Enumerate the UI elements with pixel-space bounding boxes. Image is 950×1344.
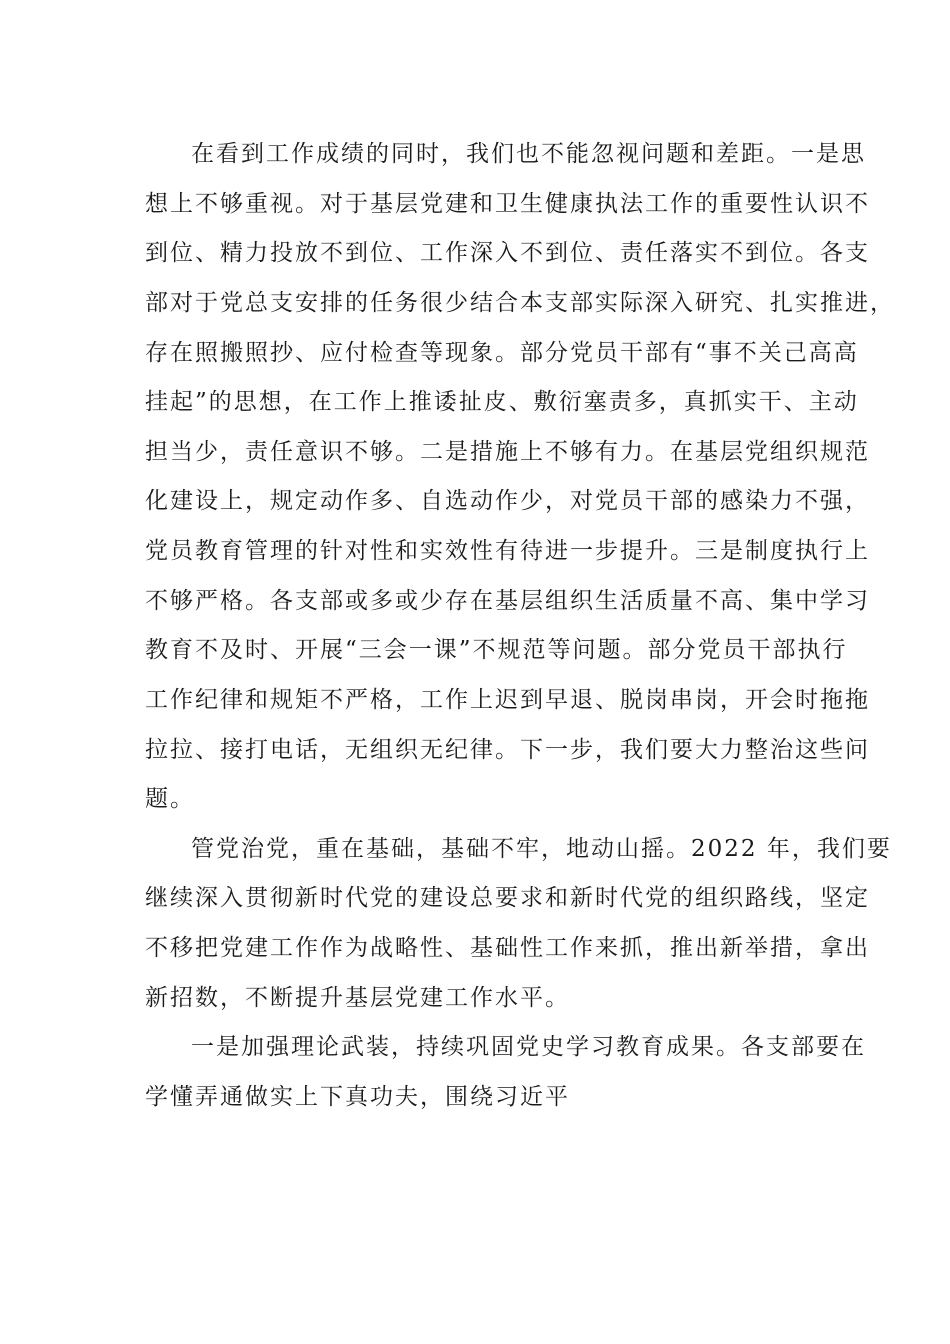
- text-line: 工作纪律和规矩不严格，工作上迟到早退、脱岗串岗，开会时拖拖: [145, 687, 870, 713]
- text-line: 新招数，不断提升基层党建工作水平。: [145, 985, 570, 1011]
- text-line: 学懂弄通做实上下真功夫，围绕习近平: [145, 1084, 570, 1110]
- text-line: 存在照搬照抄、应付检查等现象。部分党员干部有“事不关己高高: [145, 340, 859, 366]
- text-line: 在看到工作成绩的同时，我们也不能忽视问题和差距。一是思: [191, 141, 866, 167]
- text-line: 担当少，责任意识不够。二是措施上不够有力。在基层党组织规范: [145, 439, 870, 465]
- text-line: 题。: [145, 786, 195, 812]
- text-line: 教育不及时、开展“三会一课”不规范等问题。部分党员干部执行: [145, 637, 848, 663]
- text-line: 挂起”的思想，在工作上推诿扯皮、敷衍塞责多，真抓实干、主动: [145, 389, 859, 415]
- text-line: 不移把党建工作作为战略性、基础性工作来抓，推出新举措，拿出: [145, 935, 870, 961]
- text-line: 管党治党，重在基础，基础不牢，地动山摇。2022 年，我们要: [191, 836, 892, 862]
- text-line: 一是加强理论武装，持续巩固党史学习教育成果。各支部要在: [191, 1034, 866, 1060]
- text-line: 不够严格。各支部或多或少存在基层组织生活质量不高、集中学习: [145, 588, 870, 614]
- text-line: 想上不够重视。对于基层党建和卫生健康执法工作的重要性认识不: [145, 191, 870, 217]
- text-line: 到位、精力投放不到位、工作深入不到位、责任落实不到位。各支: [145, 240, 870, 266]
- text-line: 部对于党总支安排的任务很少结合本支部实际深入研究、扎实推进，: [145, 290, 895, 316]
- text-line: 拉拉、接打电话，无组织无纪律。下一步，我们要大力整治这些问: [145, 737, 870, 763]
- text-line: 党员教育管理的针对性和实效性有待进一步提升。三是制度执行上: [145, 538, 870, 564]
- text-line: 继续深入贯彻新时代党的建设总要求和新时代党的组织路线，坚定: [145, 885, 870, 911]
- text-line: 化建设上，规定动作多、自选动作少，对党员干部的感染力不强，: [145, 488, 870, 514]
